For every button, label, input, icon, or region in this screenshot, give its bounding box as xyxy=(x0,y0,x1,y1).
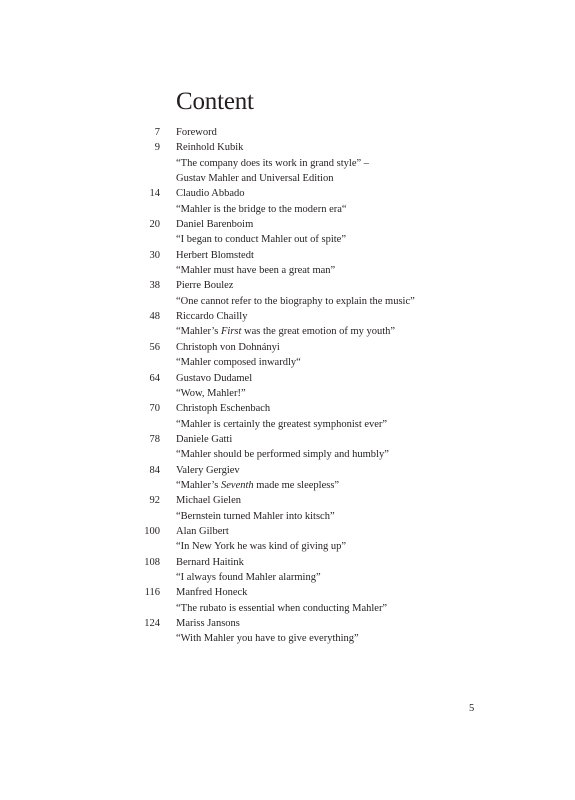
toc-subtitle-text xyxy=(176,263,335,278)
toc-entry-name: Foreword xyxy=(176,127,217,138)
toc-page-number: 20 xyxy=(149,219,160,231)
toc-page-number: 70 xyxy=(149,403,160,415)
toc-subtitle-text xyxy=(176,570,321,585)
toc-entry-name: Christoph Eschenbach xyxy=(176,403,271,415)
toc-entry-subtitle xyxy=(0,294,575,309)
subtitle-segment: “Mahler composed inwardly“ xyxy=(176,357,301,369)
toc-subtitle-text xyxy=(176,601,387,616)
toc-page-number: 92 xyxy=(149,495,160,507)
toc-entry xyxy=(0,524,575,539)
italic-title: First xyxy=(221,326,242,338)
toc-entry-subtitle xyxy=(0,417,575,432)
toc-entry xyxy=(0,463,575,478)
toc-entry-name: Manfred Honeck xyxy=(176,587,248,599)
subtitle-segment: “I always found Mahler alarming” xyxy=(176,571,321,583)
toc-subtitle-text xyxy=(176,386,246,401)
table-of-contents xyxy=(0,125,575,647)
subtitle-segment: “Mahler’s xyxy=(176,479,221,491)
toc-page-number: 38 xyxy=(149,280,160,292)
toc-subtitle-text xyxy=(176,355,301,370)
subtitle-segment: “With Mahler you have to give everything” xyxy=(176,633,359,645)
toc-entry-subtitle xyxy=(0,601,575,616)
toc-page-number: 124 xyxy=(144,618,160,629)
toc-entry xyxy=(0,248,575,263)
toc-entry-name: Christoph von Dohnányi xyxy=(176,341,280,353)
toc-page-number: 14 xyxy=(149,188,160,200)
toc-entry xyxy=(0,401,575,416)
toc-entry-subtitle xyxy=(0,202,575,217)
subtitle-segment: “Mahler should be performed simply and humbly” xyxy=(176,449,389,461)
toc-page-number: 84 xyxy=(149,464,160,476)
toc-page-number: 7 xyxy=(154,127,160,138)
toc-subtitle-text xyxy=(176,539,346,554)
toc-subtitle-text xyxy=(176,171,333,186)
subtitle-segment: “In New York he was kind of giving up” xyxy=(176,541,347,553)
toc-entry-subtitle xyxy=(0,570,575,585)
subtitle-segment: Gustav Mahler and Universal Edition xyxy=(176,173,334,185)
toc-entry-name: Michael Gielen xyxy=(176,495,242,507)
toc-subtitle-text xyxy=(176,156,369,171)
toc-entry xyxy=(0,371,575,386)
toc-subtitle-text xyxy=(176,294,415,309)
subtitle-segment: made me sleepless” xyxy=(253,479,340,491)
subtitle-segment: “Mahler must have been a great man” xyxy=(176,265,336,277)
subtitle-segment: “The company does its work in grand style” – xyxy=(176,157,370,169)
toc-entry-subtitle xyxy=(0,156,575,171)
subtitle-segment: “Wow, Mahler!” xyxy=(176,387,246,399)
subtitle-segment: “Mahler is the bridge to the modern era“ xyxy=(176,203,347,215)
toc-entry xyxy=(0,125,575,140)
toc-entry-name: Claudio Abbado xyxy=(176,188,245,200)
toc-entry xyxy=(0,217,575,232)
subtitle-segment: “Mahler’s xyxy=(176,326,221,338)
page-number: 5 xyxy=(469,703,475,714)
toc-page-number: 78 xyxy=(149,433,160,445)
toc-subtitle-text xyxy=(176,447,389,462)
toc-entry-subtitle xyxy=(0,232,575,247)
subtitle-segment: “The rubato is essential when conducting Mahler” xyxy=(176,602,388,614)
toc-subtitle-text xyxy=(176,417,387,432)
toc-entry xyxy=(0,186,575,201)
subtitle-segment: “Mahler is certainly the greatest symphonist ever” xyxy=(176,418,388,430)
toc-entry-subtitle xyxy=(0,386,575,401)
toc-page-number: 56 xyxy=(149,341,160,353)
toc-subtitle-text xyxy=(176,631,359,646)
toc-entry-subtitle xyxy=(0,509,575,524)
toc-entry xyxy=(0,616,575,631)
toc-entry-name: Bernard Haitink xyxy=(176,556,244,568)
toc-entry xyxy=(0,493,575,508)
toc-entry-subtitle xyxy=(0,263,575,278)
page-title: Content xyxy=(176,88,254,115)
toc-entry xyxy=(0,340,575,355)
toc-entry-subtitle xyxy=(0,631,575,646)
subtitle-segment: was the great emotion of my youth” xyxy=(241,326,396,338)
toc-entry-subtitle xyxy=(0,324,575,339)
toc-entry-name: Alan Gilbert xyxy=(176,525,229,537)
toc-entry-name: Gustavo Dudamel xyxy=(176,372,253,384)
toc-page-number: 64 xyxy=(149,372,160,384)
toc-entry-name: Daniel Barenboim xyxy=(176,219,254,231)
toc-subtitle-text xyxy=(176,324,395,339)
toc-entry xyxy=(0,140,575,155)
toc-page-number: 48 xyxy=(149,311,160,323)
toc-entry xyxy=(0,278,575,293)
toc-entry xyxy=(0,432,575,447)
toc-subtitle-text xyxy=(176,509,335,524)
toc-entry xyxy=(0,309,575,324)
toc-subtitle-text xyxy=(176,232,346,247)
toc-entry-subtitle xyxy=(0,447,575,462)
toc-entry-subtitle xyxy=(0,171,575,186)
toc-entry-name: Mariss Jansons xyxy=(176,618,240,629)
toc-subtitle-text xyxy=(176,202,347,217)
toc-entry-subtitle xyxy=(0,539,575,554)
toc-page-number: 30 xyxy=(149,249,160,261)
toc-page-number: 100 xyxy=(144,525,160,537)
toc-entry xyxy=(0,585,575,600)
toc-entry-name: Pierre Boulez xyxy=(176,280,234,292)
toc-entry-name: Daniele Gatti xyxy=(176,433,233,445)
toc-entry-name: Reinhold Kubik xyxy=(176,142,244,154)
toc-subtitle-text xyxy=(176,478,339,493)
toc-entry-subtitle xyxy=(0,478,575,493)
toc-entry-name: Riccardo Chailly xyxy=(176,311,248,323)
subtitle-segment: “Bernstein turned Mahler into kitsch” xyxy=(176,510,335,522)
toc-page-number: 108 xyxy=(144,556,160,568)
toc-entry-name: Valery Gergiev xyxy=(176,464,240,476)
toc-page-number: 9 xyxy=(154,142,160,154)
subtitle-segment: “One cannot refer to the biography to explain the music” xyxy=(176,295,415,307)
toc-entry-subtitle xyxy=(0,355,575,370)
toc-entry xyxy=(0,555,575,570)
toc-entry-name: Herbert Blomstedt xyxy=(176,249,254,261)
subtitle-segment: “I began to conduct Mahler out of spite” xyxy=(176,234,346,246)
toc-page-number: 116 xyxy=(144,587,160,599)
italic-title: Seventh xyxy=(221,479,254,491)
